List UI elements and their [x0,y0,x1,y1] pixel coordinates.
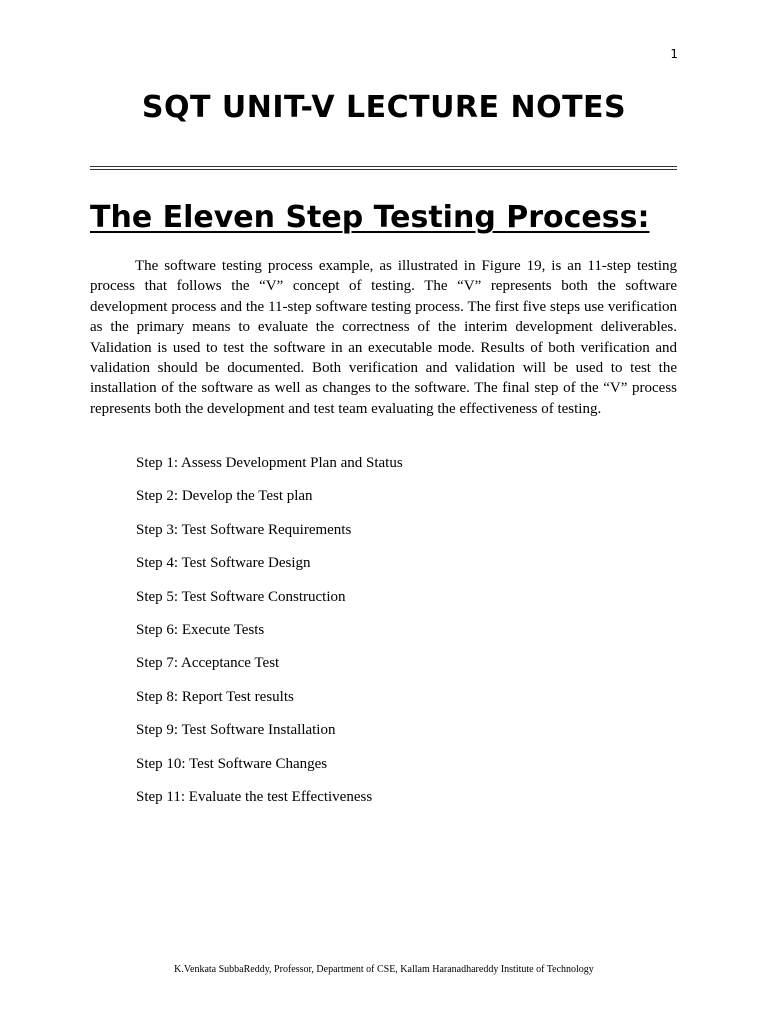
header-title: SQT UNIT-V LECTURE NOTES [141,90,627,125]
page-footer: K.Venkata SubbaReddy, Professor, Department of CSE, Kallam Haranadhareddy Institute of Technology [174,964,594,975]
step-item: Step 7: Acceptance Test [136,655,280,672]
step-item: Step 1: Assess Development Plan and Status [136,455,403,471]
header-divider [90,166,677,170]
step-item: Step 11: Evaluate the test Effectiveness [136,788,373,805]
step-item: Step 5: Test Software Construction [136,588,346,605]
step-item: Step 9: Test Software Installation [136,722,336,739]
intro-paragraph: The software testing process example, as illustrated in Figure 19, is an 11-step testing process that follows the “V” concept of testing. The “V” represents both the software development process and the 11-step software testing process. The first five steps use verification as the primary means to evaluate the correctness of the interim development deliverables. Validation is used to test the software in an executable mode. Results of both verification and validation should be documented. Both verification and validation will be used to test the installation of the software as well as changes to the software. The final step of the “V” process represents both the development and test team evaluating the effectiveness of testing. [90,258,677,417]
step-item: Step 10: Test Software Changes [136,755,328,772]
steps-list [136,453,403,820]
step-item: Step 8: Report Test results [136,688,294,705]
step-item: Step 4: Test Software Design [136,555,311,572]
page-number: 1 [670,47,678,61]
step-item: Step 3: Test Software Requirements [136,521,352,538]
step-item: Step 6: Execute Tests [136,621,265,638]
section-heading: The Eleven Step Testing Process: [90,200,650,235]
step-item: Step 2: Develop the Test plan [136,488,313,505]
